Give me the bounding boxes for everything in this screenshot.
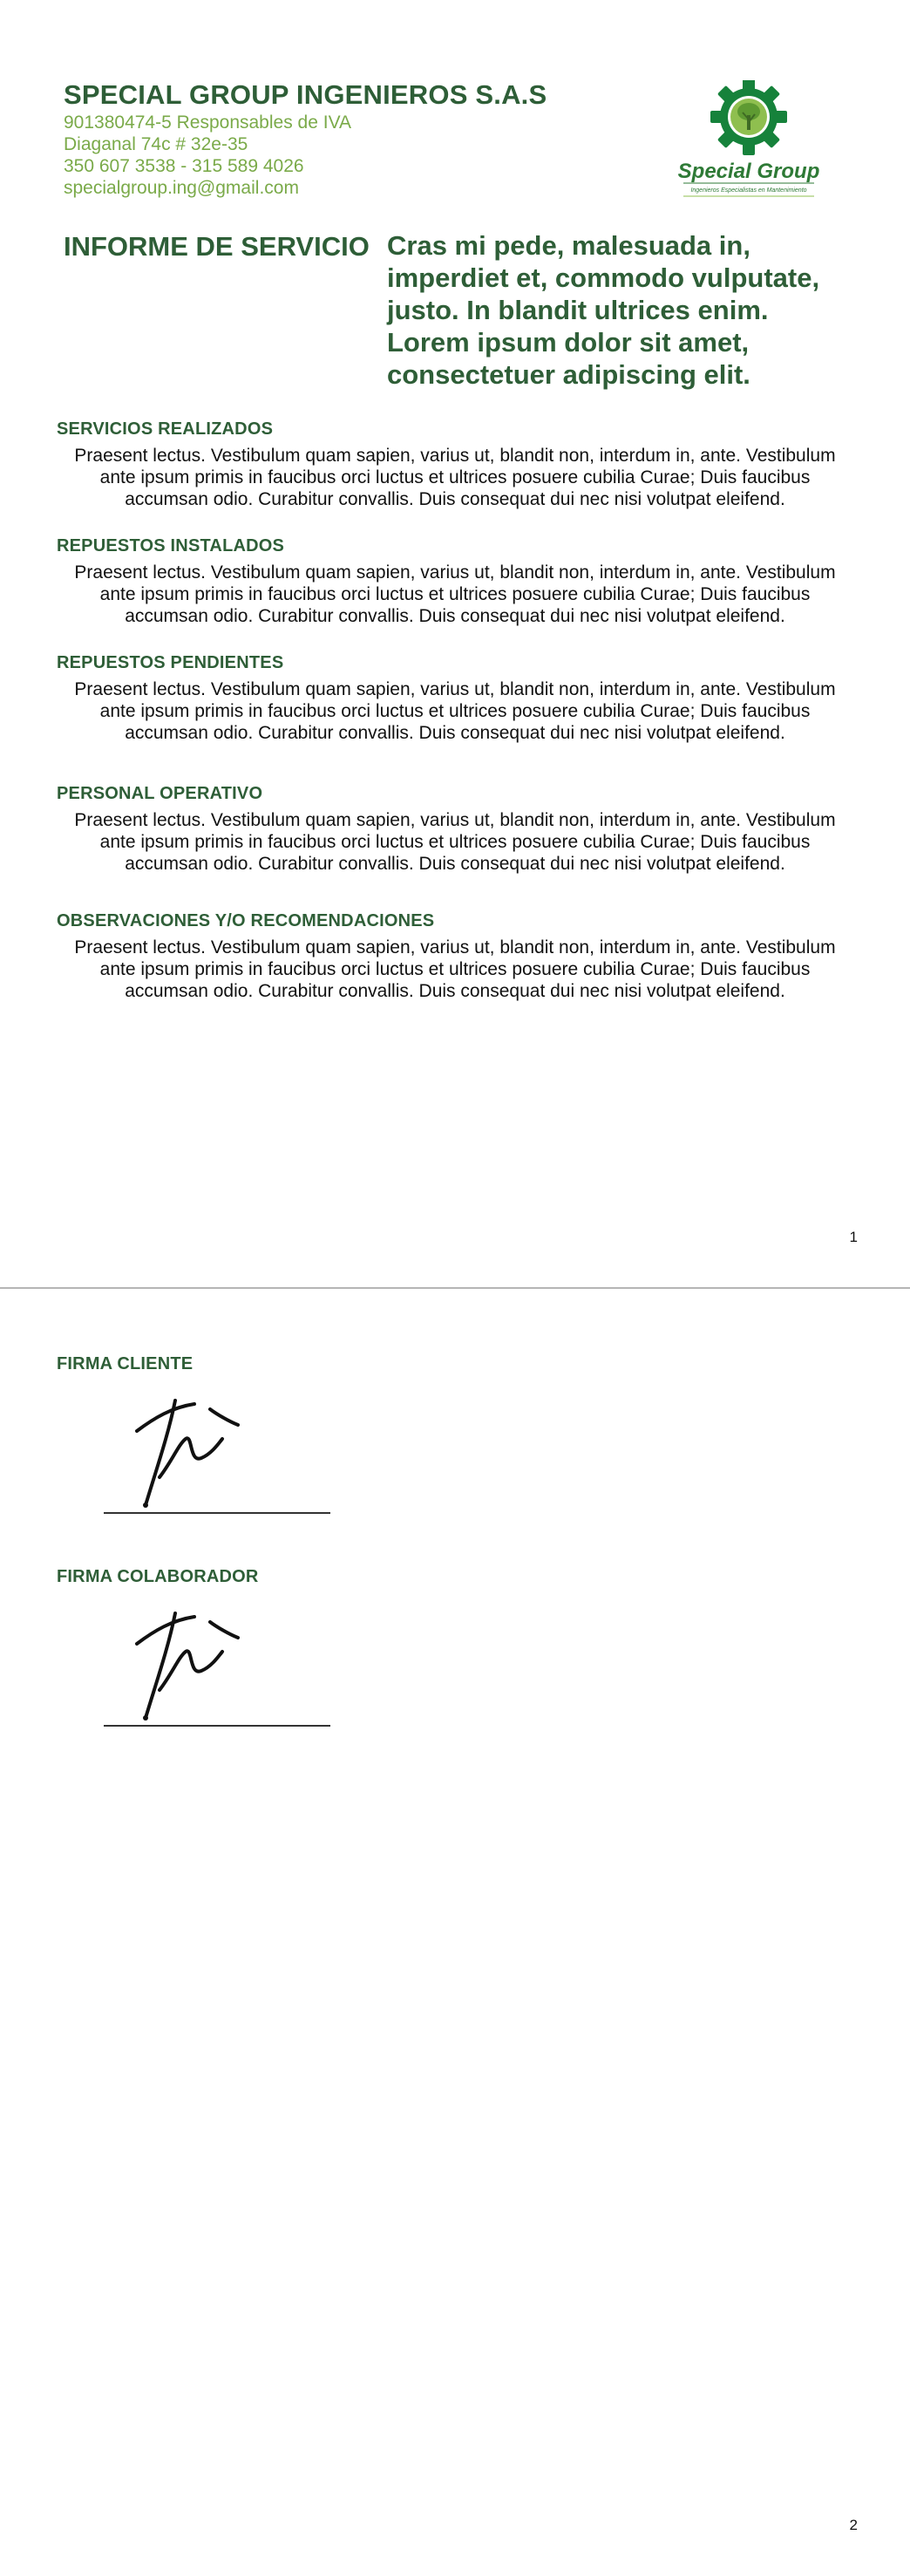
logo-brand-text: Special Group <box>678 160 819 183</box>
handwritten-signature-icon <box>119 1596 285 1727</box>
company-phones: 350 607 3538 - 315 589 4026 <box>64 156 304 176</box>
section-repuestos-pendientes <box>57 652 853 744</box>
section-body: Praesent lectus. Vestibulum quam sapien, varius ut, blandit non, interdum in, ante. Vestibulum ante ipsum primis in faucibus orci luctus et ultrices posuere cubilia Curae; Duis faucibus accumsan odio. Curabitur convallis. Duis consequat dui nec nisi volutpat eleifend. <box>74 937 836 1001</box>
signature-line <box>104 1725 330 1727</box>
gear-tree-logo-icon <box>678 80 819 202</box>
company-logo <box>678 80 819 202</box>
section-body: Praesent lectus. Vestibulum quam sapien, varius ut, blandit non, interdum in, ante. Vestibulum ante ipsum primis in faucibus orci luctus et ultrices posuere cubilia Curae; Duis faucibus accumsan odio. Curabitur convallis. Duis consequat dui nec nisi volutpat eleifend. <box>74 679 836 743</box>
section-repuestos-instalados <box>57 535 853 627</box>
section-heading: OBSERVACIONES Y/O RECOMENDACIONES <box>57 911 435 930</box>
signature-line <box>104 1512 330 1514</box>
handwritten-signature-icon <box>119 1383 285 1514</box>
page-number: 1 <box>849 1229 858 1245</box>
signature-heading: FIRMA CLIENTE <box>57 1354 194 1373</box>
section-heading: REPUESTOS PENDIENTES <box>57 653 284 672</box>
signature-colaborador <box>57 1566 405 1727</box>
section-body: Praesent lectus. Vestibulum quam sapien, varius ut, blandit non, interdum in, ante. Vestibulum ante ipsum primis in faucibus orci luctus et ultrices posuere cubilia Curae; Duis faucibus accumsan odio. Curabitur convallis. Duis consequat dui nec nisi volutpat eleifend. <box>74 562 836 626</box>
section-heading: PERSONAL OPERATIVO <box>57 784 263 803</box>
section-heading: REPUESTOS INSTALADOS <box>57 536 285 555</box>
report-title: INFORME DE SERVICIO <box>64 231 370 262</box>
section-heading: SERVICIOS REALIZADOS <box>57 419 274 439</box>
report-subtitle: Cras mi pede, malesuada in, imperdiet et, commodo vulputate, justo. In blandit ultrices enim. Lorem ipsum dolor sit amet, consectetuer adipiscing elit. <box>387 230 820 390</box>
company-tax-id: 901380474-5 Responsables de IVA <box>64 112 352 133</box>
company-address: Diaganal 74c # 32e-35 <box>64 134 248 154</box>
company-email: specialgroup.ing@gmail.com <box>64 178 299 198</box>
company-name: SPECIAL GROUP INGENIEROS S.A.S <box>64 79 547 110</box>
section-personal-operativo <box>57 783 853 875</box>
logo-tagline-text: Ingenieros Especialistas en Mantenimiento <box>690 187 807 194</box>
signature-cliente <box>57 1353 405 1514</box>
page-number: 2 <box>849 2517 858 2533</box>
page-2 <box>0 1289 910 2576</box>
section-servicios-realizados <box>57 419 853 510</box>
section-observaciones <box>57 910 853 1002</box>
section-body: Praesent lectus. Vestibulum quam sapien, varius ut, blandit non, interdum in, ante. Vestibulum ante ipsum primis in faucibus orci luctus et ultrices posuere cubilia Curae; Duis faucibus accumsan odio. Curabitur convallis. Duis consequat dui nec nisi volutpat eleifend. <box>74 810 836 874</box>
signature-area <box>104 1596 330 1727</box>
signature-area <box>104 1383 330 1514</box>
company-header <box>64 78 621 199</box>
signature-heading: FIRMA COLABORADOR <box>57 1567 259 1586</box>
section-body: Praesent lectus. Vestibulum quam sapien, varius ut, blandit non, interdum in, ante. Vestibulum ante ipsum primis in faucibus orci luctus et ultrices posuere cubilia Curae; Duis faucibus accumsan odio. Curabitur convallis. Duis consequat dui nec nisi volutpat eleifend. <box>74 446 836 509</box>
